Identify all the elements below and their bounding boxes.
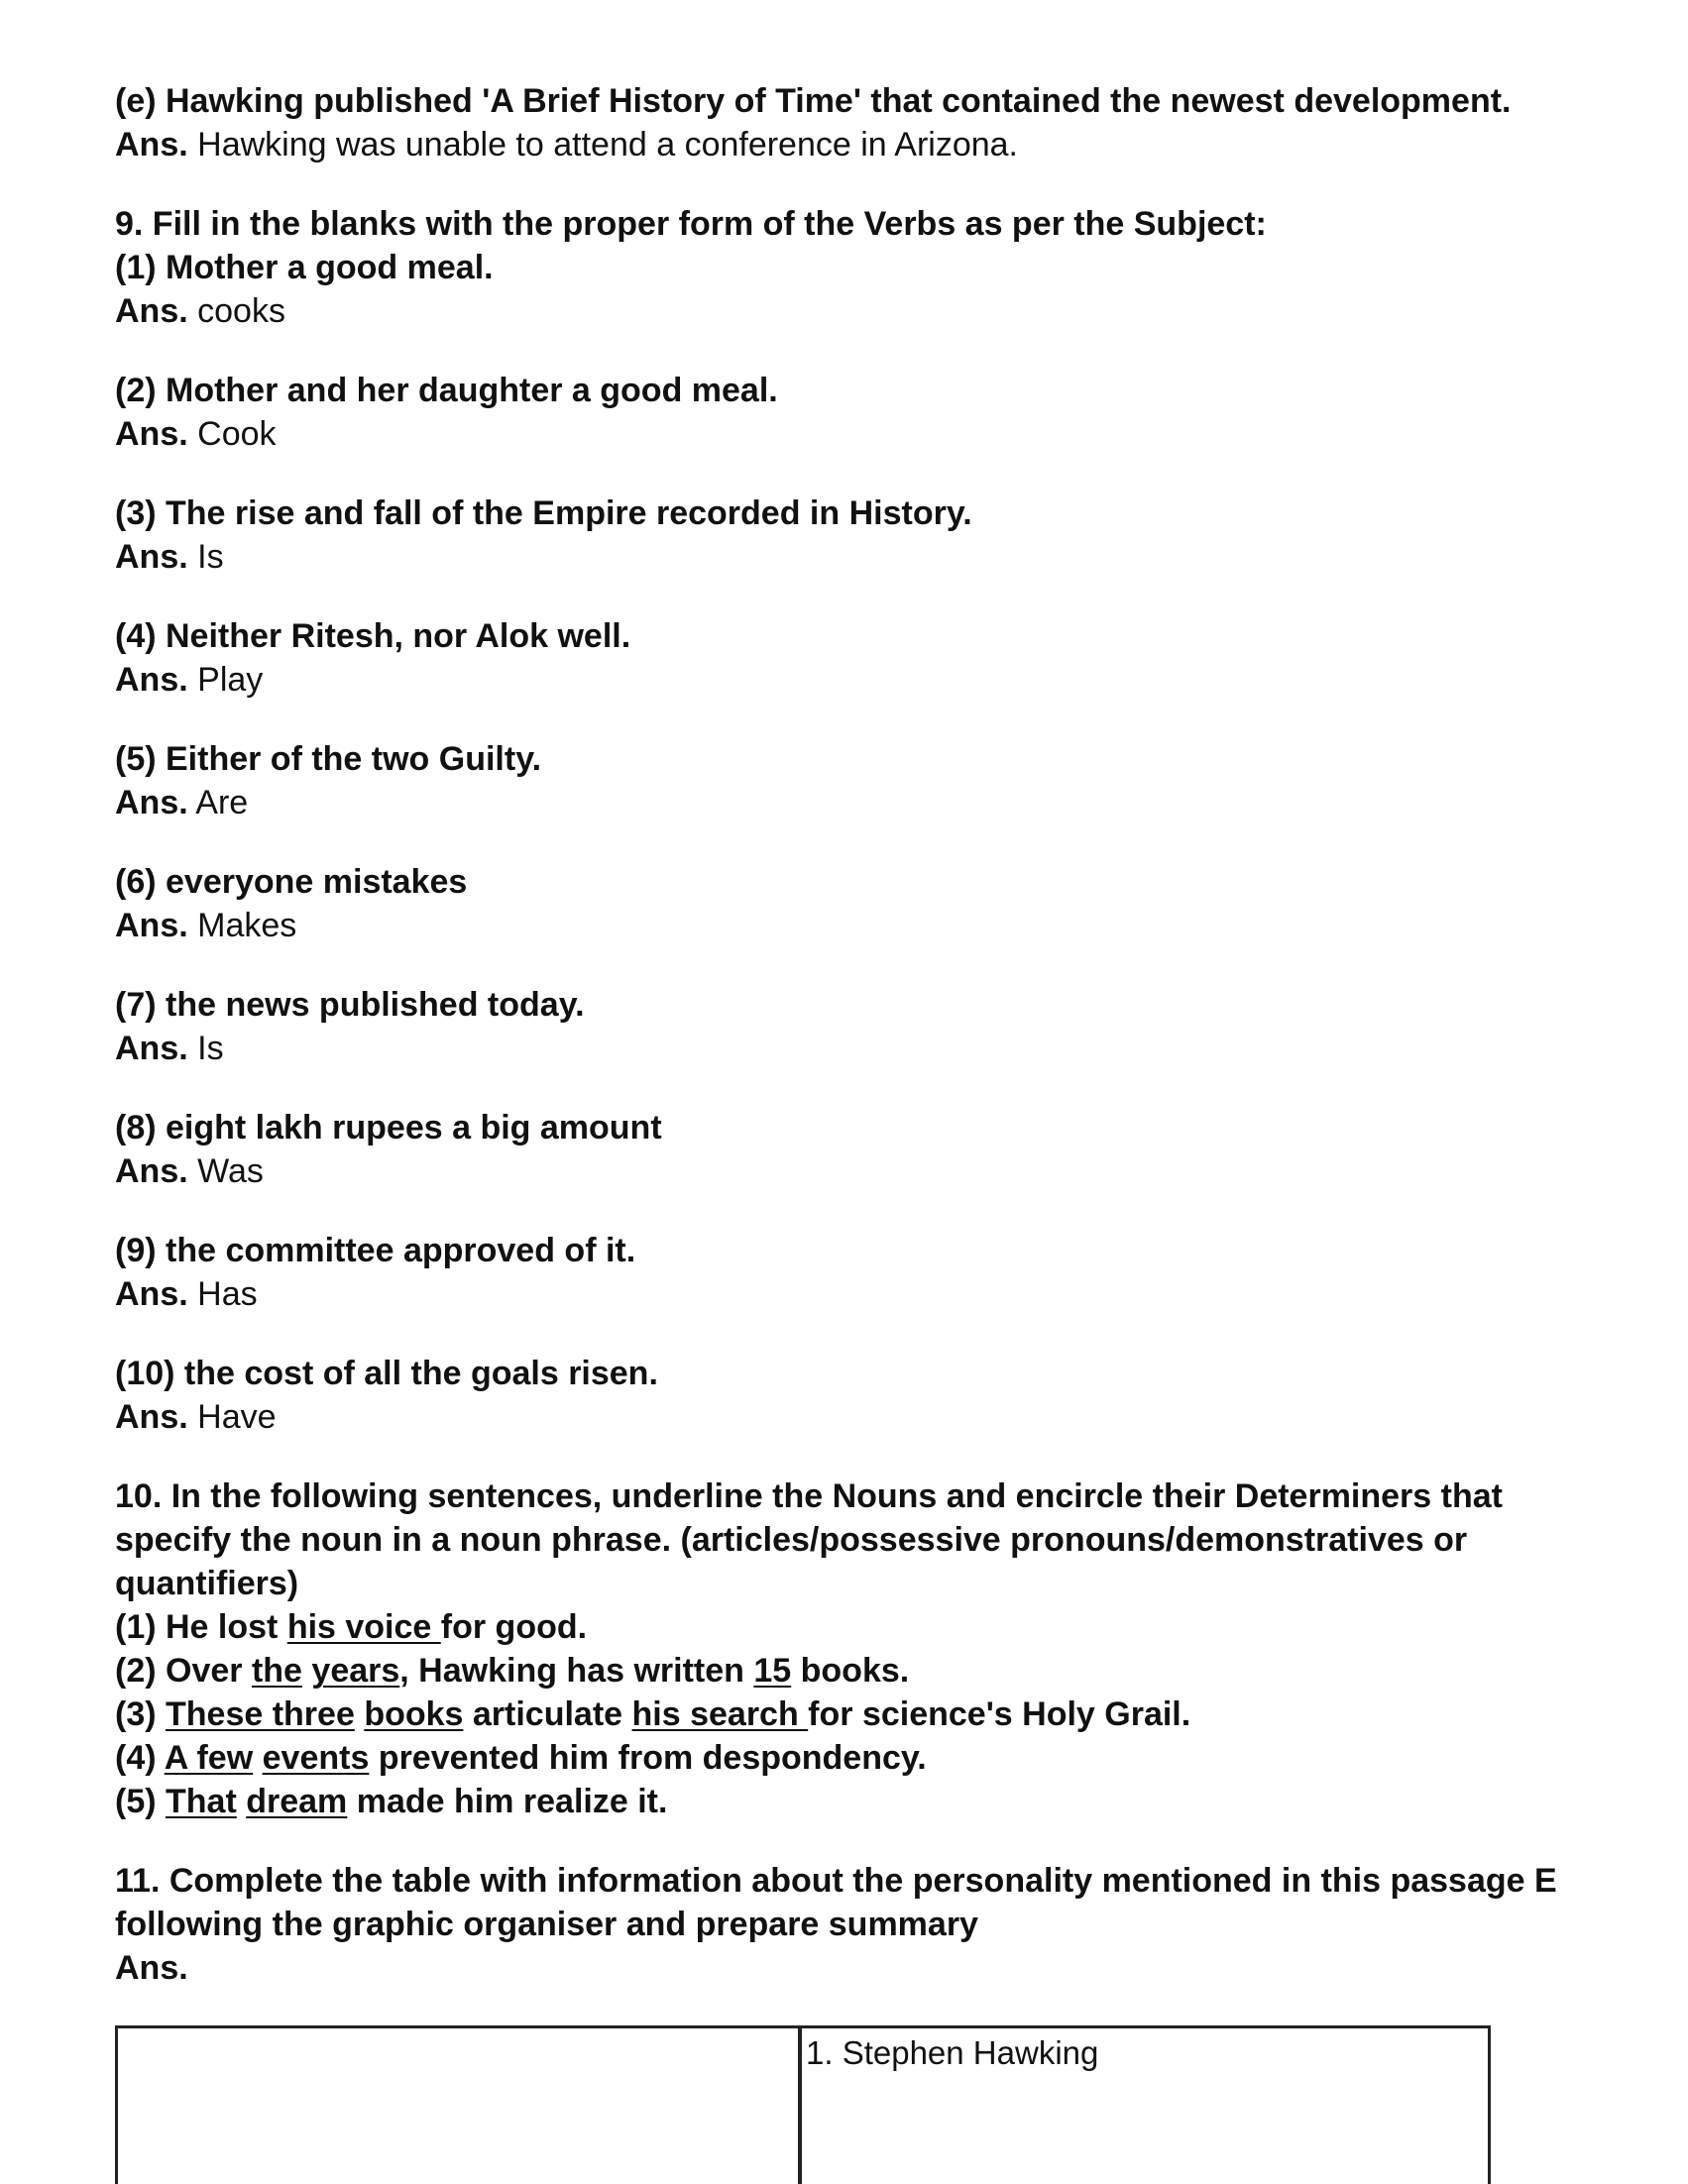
table-cell-right: 1. Stephen Hawking: [806, 2034, 1099, 2071]
underlined-phrase: his voice: [286, 1608, 441, 1646]
q9-answer-5: [115, 781, 1582, 824]
q10-sentence-1: (1) He lost his voice for good.: [115, 1608, 588, 1646]
q11-ans-label: Ans.: [115, 1949, 188, 1987]
graphic-organiser-table: [115, 2025, 1491, 2184]
question-10-heading: 10. In the following sentences, underline the Nouns and encircle their Determiners that specify the noun in a noun phrase. (articles/possessive pronouns/demonstratives or quantifiers): [115, 1477, 1503, 1602]
q9-answer-4: [115, 658, 1582, 702]
ans-label: Ans.: [115, 661, 188, 699]
q9-item-3: (3) The rise and fall of the Empire recorded in History.: [115, 494, 972, 532]
q9-answer-1: [115, 289, 1582, 333]
answer-text: Has: [197, 1275, 258, 1313]
document-page: [115, 79, 1582, 1990]
q10-sentence-3: (3) These three books articulate his search for science's Holy Grail.: [115, 1695, 1191, 1733]
q9-item-7: (7) the news published today.: [115, 986, 585, 1024]
q10-sentence-2: (2) Over the years, Hawking has written 15 books.: [115, 1652, 910, 1690]
underlined-determiner: That: [166, 1783, 237, 1820]
q9-item-8: (8) eight lakh rupees a big amount: [115, 1109, 662, 1147]
question-9-heading: 9. Fill in the blanks with the proper form of the Verbs as per the Subject:: [115, 205, 1267, 243]
answer-text: Are: [195, 784, 249, 821]
ans-label: Ans.: [115, 1275, 188, 1313]
q9-item-1: (1) Mother a good meal.: [115, 249, 494, 286]
ans-label: Ans.: [115, 907, 188, 944]
q9-answer-9: [115, 1272, 1582, 1316]
underlined-phrase: his search: [631, 1695, 809, 1733]
answer-text: Have: [197, 1398, 277, 1436]
underlined-noun: years: [311, 1652, 400, 1690]
q9-item-6: (6) everyone mistakes: [115, 863, 468, 901]
ans-label: Ans.: [115, 415, 188, 453]
q9-answer-3: [115, 535, 1582, 579]
ans-label: Ans.: [115, 292, 188, 330]
ans-label: Ans.: [115, 784, 188, 821]
ans-label: Ans.: [115, 126, 188, 164]
q10-sentence-5: (5) That dream made him realize it.: [115, 1783, 668, 1820]
underlined-noun: books: [364, 1695, 464, 1733]
answer-text: Was: [197, 1152, 264, 1190]
q9-answer-10: [115, 1395, 1582, 1439]
answer-text: Is: [197, 538, 224, 576]
answer-text: Makes: [197, 907, 297, 944]
ans-label: Ans.: [115, 538, 188, 576]
question-e: (e) Hawking published 'A Brief History of Time' that contained the newest development.: [115, 82, 1512, 120]
answer-text: Cook: [197, 415, 277, 453]
ans-label: Ans.: [115, 1398, 188, 1436]
underlined-noun: dream: [246, 1783, 348, 1820]
underlined-determiner: 15: [753, 1652, 792, 1690]
q10-sentence-4: (4) A few events prevented him from despondency.: [115, 1739, 927, 1777]
answer-text: Is: [197, 1030, 224, 1067]
table-cell-left: [118, 2028, 802, 2184]
answer-e: [115, 123, 1582, 166]
q9-answer-2: [115, 412, 1582, 456]
q9-answer-6: [115, 904, 1582, 947]
q9-item-9: (9) the committee approved of it.: [115, 1232, 636, 1269]
question-11-heading: 11. Complete the table with information about the personality mentioned in this passage E following the graphic organiser and prepare summary: [115, 1862, 1557, 1943]
q9-item-5: (5) Either of the two Guilty.: [115, 740, 542, 778]
q9-item-10: (10) the cost of all the goals risen.: [115, 1355, 658, 1392]
answer-text: Hawking was unable to attend a conference in Arizona.: [197, 126, 1018, 164]
underlined-noun: events: [262, 1739, 370, 1777]
q9-item-2: (2) Mother and her daughter a good meal.: [115, 372, 778, 409]
answer-text: Play: [197, 661, 264, 699]
underlined-determiner: These three: [166, 1695, 355, 1733]
q9-answer-7: [115, 1027, 1582, 1070]
ans-label: Ans.: [115, 1030, 188, 1067]
ans-label: Ans.: [115, 1152, 188, 1190]
q9-answer-8: [115, 1149, 1582, 1193]
answer-text: cooks: [197, 292, 285, 330]
underlined-determiner: the: [251, 1652, 302, 1690]
underlined-determiner: A few: [164, 1739, 254, 1777]
q9-item-4: (4) Neither Ritesh, nor Alok well.: [115, 617, 631, 655]
